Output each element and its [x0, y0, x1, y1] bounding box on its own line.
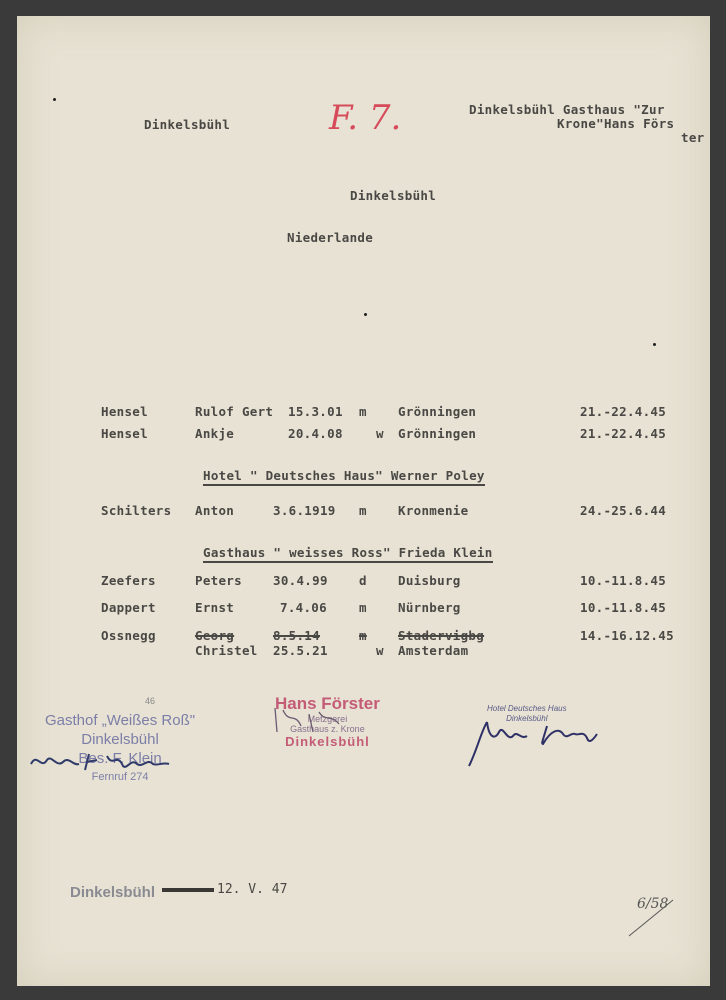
stamp-line: Gasthof „Weißes Roß"	[45, 712, 196, 729]
stay-dates: 21.-22.4.45	[580, 426, 667, 441]
stay-dates: 21.-22.4.45	[580, 404, 667, 419]
surname: Zeefers	[101, 573, 156, 588]
stay-dates: 10.-11.8.45	[580, 573, 667, 588]
header-right-line1: Dinkelsbühl Gasthaus "Zur	[469, 102, 665, 117]
punch-dot	[364, 313, 367, 316]
city: Kronmenie	[398, 503, 469, 518]
footer-date: 12. V. 47	[217, 882, 288, 897]
birth-date: 15.3.01	[288, 404, 343, 419]
header-left-place: Dinkelsbühl	[144, 117, 231, 132]
given-name: Peters	[195, 573, 242, 588]
given-name: Christel	[195, 643, 258, 658]
stamp-line: Metzgerei	[307, 714, 348, 724]
surname: Ossnegg	[101, 628, 156, 643]
sex: m	[359, 503, 367, 518]
given-name-struck: Georg	[195, 628, 235, 643]
city: Grönningen	[398, 426, 477, 441]
fraction-slash	[627, 896, 677, 940]
city: Grönningen	[398, 404, 477, 419]
given-name: Anton	[195, 503, 235, 518]
footer-rule	[162, 888, 214, 892]
sex: w	[376, 643, 384, 658]
sex: d	[359, 573, 367, 588]
stamp-line: Dinkelsbühl	[81, 731, 159, 748]
gasthaus-heading: Gasthaus " weisses Ross" Frieda Klein	[203, 545, 493, 563]
sex: m	[359, 600, 367, 615]
city-struck: Stadervigbg	[398, 628, 485, 643]
surname: Schilters	[101, 503, 172, 518]
signature-forster	[269, 704, 359, 738]
stamp-line: Gasthaus z. Krone	[290, 724, 365, 734]
surname: Hensel	[101, 404, 148, 419]
document-page	[17, 16, 710, 986]
stamp-number: 46	[145, 696, 156, 706]
stay-dates: 24.-25.6.44	[580, 503, 667, 518]
birth-date: 30.4.99	[273, 573, 328, 588]
footer-place-stamp: Dinkelsbühl	[70, 884, 156, 901]
stay-dates: 14.-16.12.45	[580, 628, 674, 643]
page-fraction: 6/58	[637, 896, 669, 912]
hotel-heading: Hotel " Deutsches Haus" Werner Poley	[203, 468, 485, 486]
signature-klein	[27, 748, 187, 774]
birth-date: 3.6.1919	[273, 503, 336, 518]
stamp-line: Fernruf 274	[91, 771, 149, 783]
birth-date: 20.4.08	[288, 426, 343, 441]
birth-date: 25.5.21	[273, 643, 328, 658]
given-name: Rulof Gert	[195, 404, 274, 419]
stamp-line: Dinkelsbühl	[285, 734, 370, 749]
stay-dates: 10.-11.8.45	[580, 600, 667, 615]
stamp-line: Hans Förster	[275, 694, 380, 713]
given-name: Ernst	[195, 600, 235, 615]
header-right-line3: ter	[681, 130, 705, 145]
punch-dot	[653, 343, 656, 346]
surname: Dappert	[101, 600, 156, 615]
given-name: Ankje	[195, 426, 235, 441]
birth-date: 7.4.06	[280, 600, 327, 615]
city: Nürnberg	[398, 600, 461, 615]
sex-struck: m	[359, 628, 367, 643]
punch-dot	[53, 98, 56, 101]
country-heading: Niederlande	[287, 230, 374, 245]
city: Duisburg	[398, 573, 461, 588]
stamp-line: Hotel Deutsches Haus	[487, 704, 567, 713]
red-handwritten-annotation: F. 7.	[329, 98, 402, 138]
center-place: Dinkelsbühl	[350, 188, 437, 203]
birth-date-struck: 8.5.14	[273, 628, 320, 643]
sex: m	[359, 404, 367, 419]
stamp-line: Bes. F. Klein	[78, 750, 162, 767]
header-right-line2: Krone"Hans Förs	[557, 116, 675, 131]
sex: w	[376, 426, 384, 441]
stamp-line: Dinkelsbühl	[506, 714, 548, 723]
city: Amsterdam	[398, 643, 469, 658]
surname: Hensel	[101, 426, 148, 441]
signature-poley	[459, 710, 609, 770]
